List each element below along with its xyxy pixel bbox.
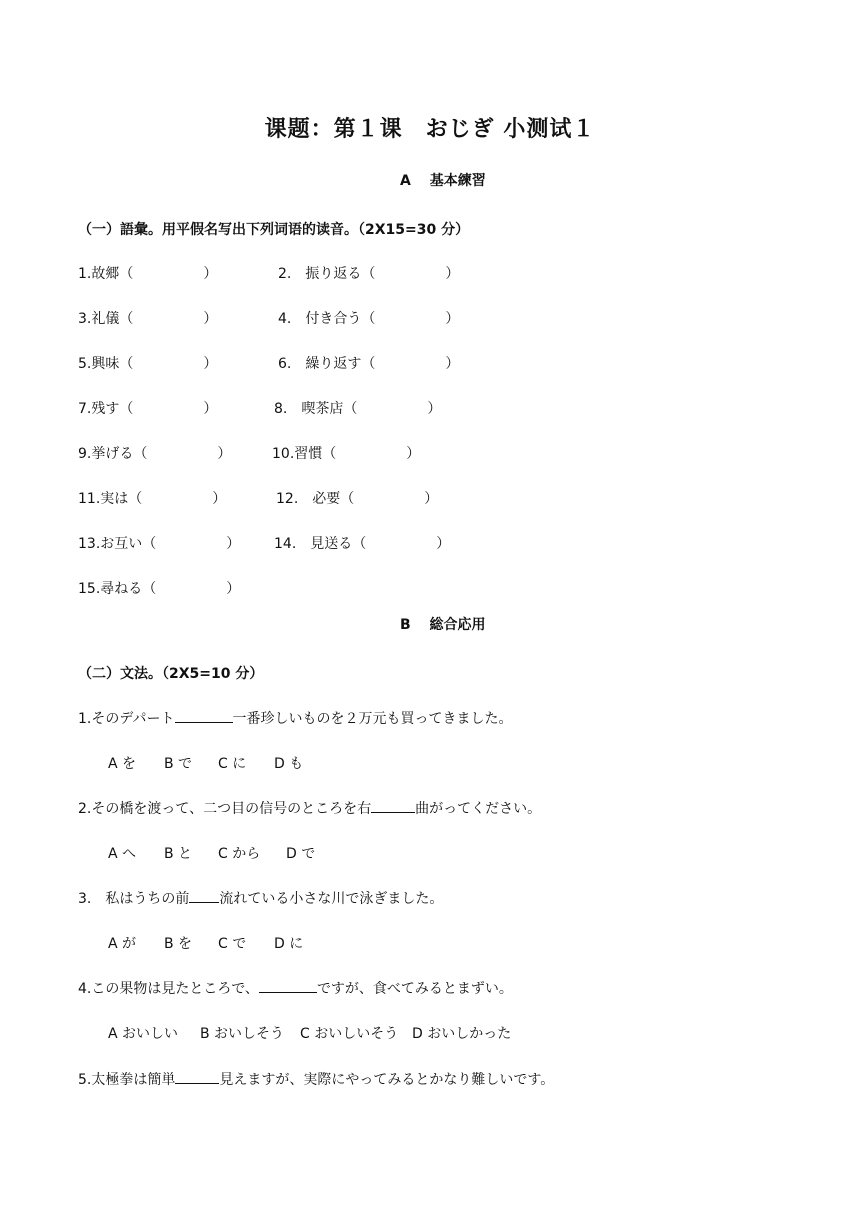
answer-blank xyxy=(371,800,415,813)
vocab-item: 3.礼儀（ ） xyxy=(78,311,218,327)
option: C に xyxy=(218,756,247,772)
question-text-after: 見えますが、実際にやってみるとかなり難しいです。 xyxy=(219,1072,555,1088)
option: B と xyxy=(164,846,193,862)
question-text-before: 2.その橋を渡って、二つ目の信号のところを右 xyxy=(78,801,372,817)
option: D に xyxy=(274,936,304,952)
answer-blank xyxy=(175,710,233,723)
option: A へ xyxy=(108,846,137,862)
answer-blank xyxy=(259,980,317,993)
grammar-question xyxy=(78,978,513,998)
question-text-before: 1.そのデパート xyxy=(78,711,175,727)
vocab-item: 8. 喫茶店（ ） xyxy=(274,401,442,417)
option: D で xyxy=(286,846,316,862)
question-text-before: 3. 私はうちの前 xyxy=(78,891,190,907)
question-text-after: 一番珍しいものを２万元も買ってきました。 xyxy=(232,711,513,727)
option: A おいしい xyxy=(108,1026,179,1042)
option: C おいしいそう xyxy=(300,1026,399,1042)
section-a-heading: A 基本練習 xyxy=(400,173,486,189)
vocab-item: 9.挙げる（ ） xyxy=(78,446,232,462)
grammar-question xyxy=(78,1069,554,1089)
vocab-item: 13.お互い（ ） xyxy=(78,536,241,552)
answer-blank xyxy=(175,1071,219,1084)
vocab-item: 7.残す（ ） xyxy=(78,401,218,417)
vocab-item: 10.習慣（ ） xyxy=(272,446,421,462)
vocab-item: 4. 付き合う（ ） xyxy=(278,311,460,327)
vocab-item: 15.尋ねる（ ） xyxy=(78,581,241,597)
question-1-heading: （一）語彙。用平假名写出下列词语的读音。（2X15=30 分） xyxy=(78,222,470,238)
vocab-item: 2. 振り返る（ ） xyxy=(278,266,460,282)
option: D おいしかった xyxy=(412,1026,512,1042)
question-text-before: 4.この果物は見たところで、 xyxy=(78,981,259,997)
vocab-item: 12. 必要（ ） xyxy=(276,491,439,507)
option: B を xyxy=(164,936,193,952)
option: A が xyxy=(108,936,137,952)
grammar-question xyxy=(78,888,443,908)
option: B で xyxy=(164,756,193,772)
question-text-before: 5.太極拳は簡単 xyxy=(78,1072,176,1088)
vocab-item: 5.興味（ ） xyxy=(78,356,218,372)
vocab-item: 11.実は（ ） xyxy=(78,491,227,507)
question-text-after: 曲がってください。 xyxy=(415,801,542,817)
option: B おいしそう xyxy=(200,1026,285,1042)
section-b-heading: B 総合応用 xyxy=(400,617,486,633)
option: C から xyxy=(218,846,261,862)
option: A を xyxy=(108,756,137,772)
answer-blank xyxy=(189,890,219,903)
vocab-item: 6. 繰り返す（ ） xyxy=(278,356,460,372)
page-title: 课题：第１课 おじぎ 小测试１ xyxy=(264,117,596,142)
question-2-heading: （二）文法。（2X5=10 分） xyxy=(78,666,264,682)
vocab-item: 1.故郷（ ） xyxy=(78,266,218,282)
vocab-item: 14. 見送る（ ） xyxy=(274,536,451,552)
option: C で xyxy=(218,936,247,952)
question-text-after: ですが、食べてみるとまずい。 xyxy=(316,981,513,997)
grammar-question xyxy=(78,708,513,728)
option: D も xyxy=(274,756,304,772)
grammar-question xyxy=(78,798,541,818)
question-text-after: 流れている小さな川で泳ぎました。 xyxy=(219,891,444,907)
